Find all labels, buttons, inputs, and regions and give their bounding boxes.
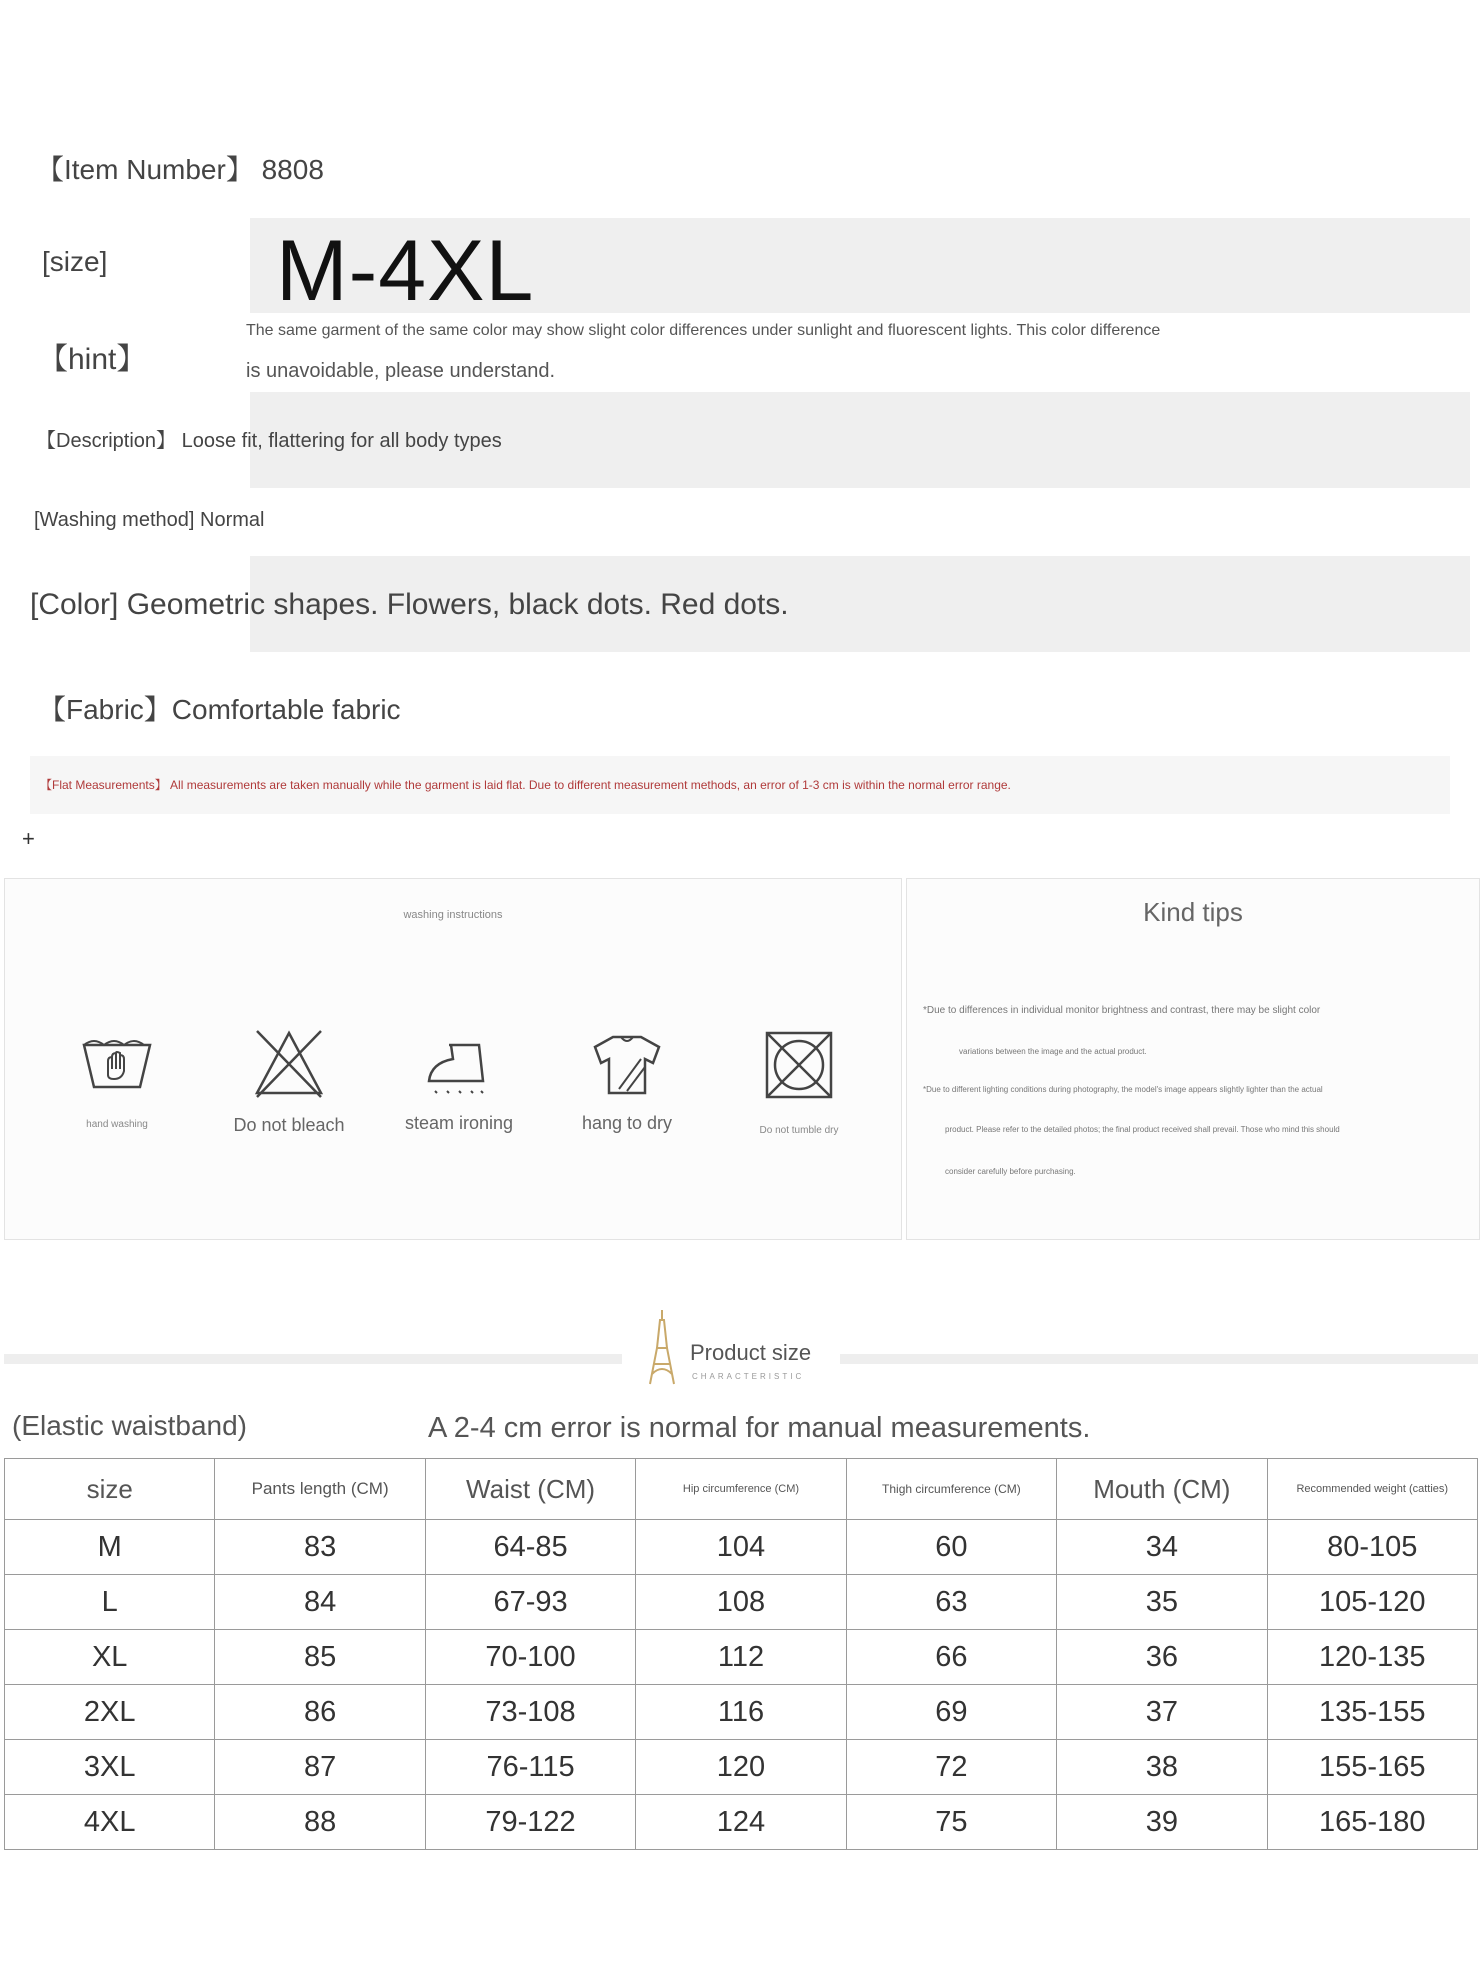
product-size-subtitle: CHARACTERISTIC: [692, 1372, 805, 1381]
hang-dry-icon: [587, 1029, 667, 1099]
care-item-no-tumble-dry: [719, 1029, 879, 1136]
table-row: [5, 1630, 1478, 1685]
cell-thigh: 66: [846, 1630, 1056, 1685]
eiffel-tower-icon: [644, 1308, 680, 1388]
hint-line-2: is unavoidable, please understand.: [246, 360, 556, 382]
care-item-hang-dry: [547, 1029, 707, 1134]
cell-pants-length: 87: [215, 1740, 425, 1795]
product-size-divider-right: [840, 1354, 1478, 1364]
cell-pants-length: 84: [215, 1575, 425, 1630]
care-label-hang-dry: hang to dry: [581, 1113, 673, 1133]
fabric-value: Comfortable fabric: [171, 694, 401, 725]
hand-wash-icon: [78, 1031, 156, 1095]
cell-weight: 135-155: [1267, 1685, 1477, 1740]
cell-mouth: 36: [1057, 1630, 1267, 1685]
cell-weight: 165-180: [1267, 1795, 1477, 1850]
header-weight: Recommended weight (catties): [1267, 1459, 1477, 1520]
kind-tips-line-1: *Due to differences in individual monitor brightness and contrast, there may be slight color: [923, 1005, 1321, 1016]
header-size: size: [5, 1459, 215, 1520]
hint-label: 【hint】: [38, 343, 147, 376]
cell-weight: 105-120: [1267, 1575, 1477, 1630]
cell-waist: 64-85: [425, 1520, 635, 1575]
cell-pants-length: 85: [215, 1630, 425, 1685]
cell-waist: 67-93: [425, 1575, 635, 1630]
header-mouth: Mouth (CM): [1057, 1459, 1267, 1520]
kind-tips-line-3: *Due to different lighting conditions during photography, the model's image appears slightly lighter than the actual: [923, 1085, 1323, 1094]
cell-hip: 104: [636, 1520, 846, 1575]
cell-waist: 70-100: [425, 1630, 635, 1685]
cell-thigh: 72: [846, 1740, 1056, 1795]
kind-tips-line-5: consider carefully before purchasing.: [945, 1167, 1076, 1176]
cell-size: 2XL: [5, 1685, 215, 1740]
kind-tips-panel: [906, 878, 1480, 1240]
care-item-no-bleach: [209, 1027, 369, 1136]
header-waist: Waist (CM): [425, 1459, 635, 1520]
care-label-steam-iron: steam ironing: [404, 1113, 514, 1133]
cell-hip: 108: [636, 1575, 846, 1630]
color-text: [Color] Geometric shapes. Flowers, black dots. Red dots.: [30, 588, 789, 621]
kind-tips-line-2: variations between the image and the actual product.: [959, 1047, 1147, 1056]
cell-hip: 120: [636, 1740, 846, 1795]
flat-measurement-note: 【Flat Measurements】 All measurements are taken manually while the garment is laid flat. Due to different measurement methods, an error of 1-3 cm is within the normal error range.: [40, 778, 1011, 792]
measurement-error-note: A 2-4 cm error is normal for manual measurements.: [428, 1412, 1091, 1444]
table-row: [5, 1740, 1478, 1795]
description-label: 【Description】: [36, 430, 177, 452]
header-pants-length: Pants length (CM): [215, 1459, 425, 1520]
product-size-title: Product size: [690, 1340, 812, 1365]
cell-pants-length: 83: [215, 1520, 425, 1575]
elastic-waistband-note: (Elastic waistband): [12, 1410, 247, 1441]
cell-waist: 79-122: [425, 1795, 635, 1850]
cell-waist: 73-108: [425, 1685, 635, 1740]
fabric-row: [38, 688, 401, 728]
plus-mark: +: [22, 826, 35, 851]
cell-hip: 112: [636, 1630, 846, 1685]
cell-thigh: 63: [846, 1575, 1056, 1630]
care-item-hand-wash: [37, 1031, 197, 1130]
header-hip: Hip circumference (CM): [636, 1459, 846, 1520]
cell-size: 3XL: [5, 1740, 215, 1795]
cell-size: XL: [5, 1630, 215, 1685]
table-row: [5, 1685, 1478, 1740]
kind-tips-line-4: product. Please refer to the detailed photos; the final product received shall prevail. Those who mind this should: [945, 1125, 1340, 1134]
description-row: [36, 424, 502, 453]
cell-weight: 155-165: [1267, 1740, 1477, 1795]
cell-weight: 80-105: [1267, 1520, 1477, 1575]
cell-thigh: 60: [846, 1520, 1056, 1575]
cell-mouth: 34: [1057, 1520, 1267, 1575]
care-label-hand-wash: hand washing: [86, 1119, 148, 1130]
washing-method: [Washing method] Normal: [34, 509, 265, 531]
cell-thigh: 75: [846, 1795, 1056, 1850]
cell-weight: 120-135: [1267, 1630, 1477, 1685]
table-row: [5, 1795, 1478, 1850]
cell-thigh: 69: [846, 1685, 1056, 1740]
washing-instructions-title: washing instructions: [403, 909, 503, 921]
cell-waist: 76-115: [425, 1740, 635, 1795]
steam-iron-icon: [419, 1033, 499, 1099]
table-row: [5, 1520, 1478, 1575]
cell-hip: 124: [636, 1795, 846, 1850]
care-label-no-bleach: Do not bleach: [233, 1115, 345, 1135]
table-row: [5, 1575, 1478, 1630]
item-number-row: [36, 148, 324, 188]
no-bleach-icon: [251, 1027, 327, 1101]
size-table-header-row: [5, 1459, 1478, 1520]
washing-instructions-panel: [4, 878, 902, 1240]
care-item-steam-iron: [379, 1033, 539, 1134]
cell-pants-length: 86: [215, 1685, 425, 1740]
description-value: Loose fit, flattering for all body types: [181, 430, 502, 452]
no-tumble-dry-icon: [763, 1029, 835, 1101]
fabric-label: 【Fabric】: [38, 694, 172, 725]
kind-tips-title: Kind tips: [1143, 897, 1243, 927]
care-label-no-tumble-dry: Do not tumble dry: [759, 1125, 839, 1136]
hint-line-1: The same garment of the same color may show slight color differences under sunlight and fluorescent lights. This color difference: [246, 322, 1161, 339]
size-table: [4, 1458, 1478, 1850]
cell-size: 4XL: [5, 1795, 215, 1850]
cell-size: L: [5, 1575, 215, 1630]
size-label: [size]: [42, 246, 108, 277]
cell-pants-length: 88: [215, 1795, 425, 1850]
cell-mouth: 37: [1057, 1685, 1267, 1740]
product-size-divider-left: [4, 1354, 622, 1364]
cell-mouth: 39: [1057, 1795, 1267, 1850]
item-number-value: 8808: [261, 154, 324, 185]
cell-hip: 116: [636, 1685, 846, 1740]
cell-mouth: 38: [1057, 1740, 1267, 1795]
cell-size: M: [5, 1520, 215, 1575]
cell-mouth: 35: [1057, 1575, 1267, 1630]
header-thigh: Thigh circumference (CM): [846, 1459, 1056, 1520]
size-value: M-4XL: [276, 223, 535, 319]
item-number-label: 【Item Number】: [36, 154, 254, 185]
